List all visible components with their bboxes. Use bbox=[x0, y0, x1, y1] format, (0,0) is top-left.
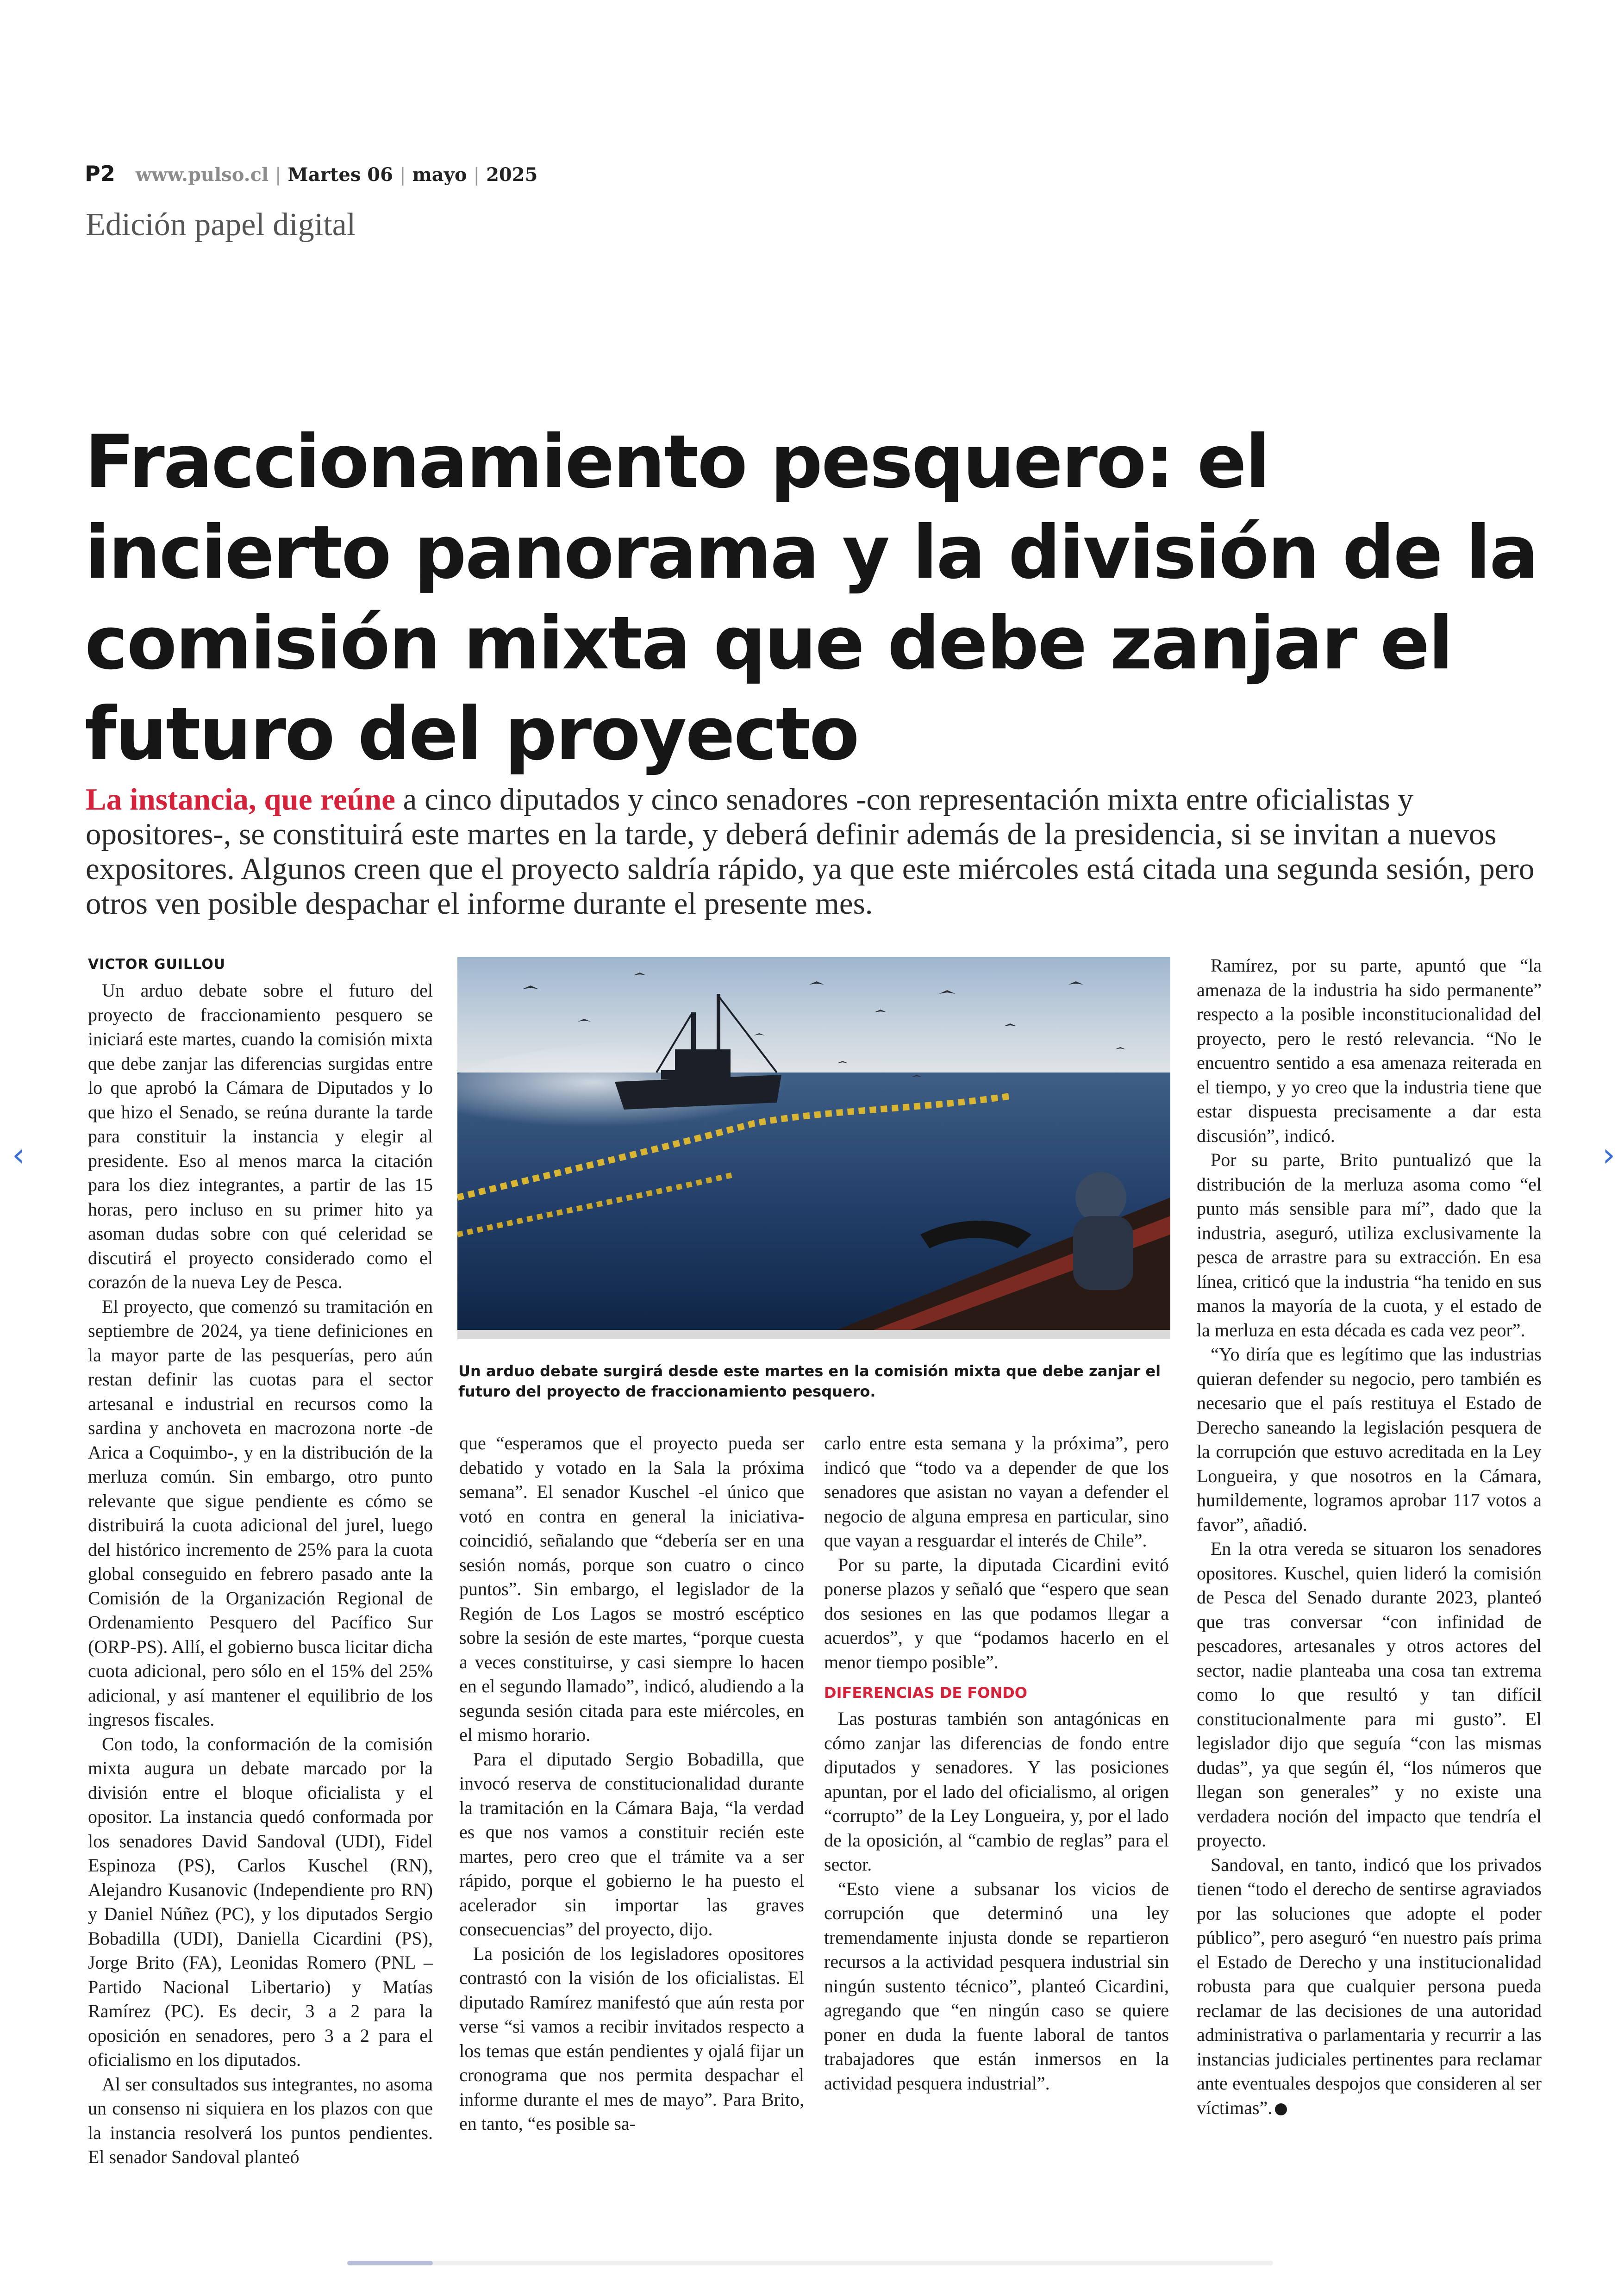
page-header bbox=[85, 161, 537, 189]
site-url[interactable]: www.pulso.cl bbox=[135, 164, 269, 186]
header-date-day: Martes 06 bbox=[287, 164, 393, 186]
byline: VICTOR GUILLOU bbox=[88, 956, 226, 973]
article-headline: Fraccionamiento pesquero: el incierto panorama y la división de la comisión mixta que debe zanjar el futuro del proyecto bbox=[85, 419, 1537, 777]
article-column-1 bbox=[88, 954, 433, 2170]
article-column-2 bbox=[459, 1431, 804, 2136]
paragraph: “Yo diría que es legítimo que las industrias quieran defender su negocio, pero también es necesario que el país restituya el Estado de Derecho saneando la legislación pesquera de la corrupción que estuvo acreditada en la Ley Longueira, y que nosotros en la Cámara, humildemente, logramos aprobar 117 votos a favor”, añadió. bbox=[1197, 1344, 1542, 1535]
paragraph: Al ser consultados sus integrantes, no asoma un consenso ni siquiera en los plazos con que la instancia resolverá los puntos pendientes. El senador Sandoval planteó bbox=[88, 2073, 433, 2167]
article-photo bbox=[457, 957, 1170, 1330]
article-deck bbox=[86, 782, 1549, 921]
paragraph: Con todo, la conformación de la comisión mixta augura un debate marcado por la división entre el bloque oficialista y el opositor. La instancia quedó conformada por los senadores David Sandoval (UDI), Fidel Espinoza (PS), Carlos Kuschel (RN), Alejandro Kusanovic (Independiente pro RN) y Daniel Núñez (PC), y los diputados Sergio Bobadilla (UDI), Daniella Cicardini (PS), Jorge Brito (FA), Leonidas Romero (PNL – Partido Nacional Libertario) y Matías Ramírez (PC). Es decir, 3 a 2 para la oposición en senadores, pero 3 a 2 para el oficialismo en los diputados. bbox=[88, 1733, 433, 2070]
section-subhead: DIFERENCIAS DE FONDO bbox=[824, 1684, 1027, 1702]
paragraph: “Esto viene a subsanar los vicios de corrupción que determinó una ley tremendamente injusta donde se repartieron recursos a la actividad pesquera industrial sin ningún sustento técnico”, planteó Cicardini, agregando que “en ningún caso se quiere poner en duda la fuente laboral de tantos trabajadores que están inmersos en la actividad pesquera industrial”. bbox=[824, 1878, 1169, 2094]
header-date-year: 2025 bbox=[486, 164, 538, 186]
paragraph: Por su parte, Brito puntualizó que la distribución de la merluza asoma como “el punto más sensible para mí”, dado que la industria, aseguró, utiliza exclusivamente la pesca de arrastre para su extracción. En esa línea, criticó que la industria “ha tenido en sus manos la mayoría de la cuota, y el estado de la merluza en esta década es cada vez peor”. bbox=[1197, 1149, 1542, 1341]
header-separator: | bbox=[275, 164, 281, 186]
photo-caption: Un arduo debate surgirá desde este martes en la comisión mixta que debe zanjar el futuro del proyecto de fraccionamiento pesquero. bbox=[458, 1362, 1161, 1400]
previous-page-button[interactable]: ‹ bbox=[12, 1136, 25, 1174]
deck-lead: La instancia, que reúne bbox=[86, 782, 395, 817]
fishing-boat-photo bbox=[457, 957, 1170, 1330]
next-page-button[interactable]: › bbox=[1602, 1136, 1615, 1174]
paragraph: Ramírez, por su parte, apuntó que “la amenaza de la industria ha sido permanente” respecto a la posible inconstitucionalidad del proyecto, pero le restó relevancia. “No le encuentro sentido a esa amenaza reiterada en el tiempo, y yo creo que la industria tiene que estar dispuesta precisamente a dar esta discusión”, indicó. bbox=[1197, 955, 1542, 1146]
paragraph: Un arduo debate sobre el futuro del proyecto de fraccionamiento pesquero se iniciará este martes, cuando la comisión mixta que debe zanjar las diferencias surgidas entre lo que aprobó la Cámara de Diputados y lo que hizo el Senado, se reúna durante la tarde para constituir la instancia y elegir al presidente. Eso al menos marca la citación para los diez integrantes, a partir de las 15 horas, pero incluso en su primer hito ya asoman dudas sobre con qué celeridad se discutirá el proyecto considerado como el corazón de la nueva Ley de Pesca. bbox=[88, 980, 433, 1292]
paragraph: Las posturas también son antagónicas en cómo zanjar las diferencias de fondo entre diputados y senadores. Y las posiciones apuntan, por el lado del oficialismo, al origen “corrupto” de la Ley Longueira, y, por el lado de la oposición, al “cambio de reglas” para el sector. bbox=[824, 1708, 1169, 1875]
article-column-4 bbox=[1197, 954, 1542, 2120]
header-date-month: mayo bbox=[412, 164, 467, 186]
photo-bottom-border bbox=[457, 1330, 1170, 1339]
final-text: Sandoval, en tanto, indicó que los privados tienen “todo el derecho de sentirse agraviados por las soluciones que adopte el poder público”, pero aseguró “en nuestro país prima el Estado de Derecho y una institucionalidad robusta para que cualquier persona pueda reclamar de las decisiones de una autoridad administrativa o parlamentaria y recurrir a las instancias judiciales pertinentes para reclamar ante eventuales despojos que consideren al ser víctimas”. bbox=[1197, 1854, 1542, 2118]
paragraph: que “esperamos que el proyecto pueda ser debatido y votado en la Sala la próxima semana”. El senador Kuschel -el único que votó en contra en general la iniciativa- coincidió, señalando que “debería ser en una sesión nomás, porque son cuatro o cinco puntos”. Sin embargo, el legislador de la Región de Los Lagos se mostró escéptico sobre la sesión de este martes, “porque cuesta a veces constituirse, y casi siempre lo hacen en el segundo llamado”, indicó, aludiendo a la segunda sesión citada para este miércoles, en el mismo horario. bbox=[459, 1433, 804, 1745]
paragraph: Por su parte, la diputada Cicardini evitó ponerse plazos y señaló que “espero que sean dos sesiones en las que podamos llegar a acuerdos”, y que “podamos hacerlo en el menor tiempo posible”. bbox=[824, 1554, 1169, 1672]
deck-text: a cinco diputados y cinco senadores -con representación mixta entre oficialistas y opositores-, se constituirá este martes en la tarde, y deberá definir además de la presidencia, si se invitan a nuevos expositores. Algunos creen que el proyecto saldría rápido, ya que este miércoles está citada una segunda sesión, pero otros ven posible despachar el informe durante el presente mes. bbox=[86, 782, 1535, 921]
article-column-3 bbox=[824, 1431, 1169, 2095]
end-mark-icon bbox=[1275, 2103, 1287, 2115]
paragraph-final bbox=[1197, 1853, 1542, 2120]
paragraph: El proyecto, que comenzó su tramitación en septiembre de 2024, ya tiene definiciones en la mayor parte de las pesquerías, pero aún restan definir las cuotas para el sector artesanal e industrial en recursos como la sardina y anchoveta en macrozona norte -de Arica a Coquimbo-, y en la distribución de la merluza común. Sin embargo, otro punto relevante que sigue pendiente es cómo se distribuirá la cuota adicional del jurel, luego del histórico incremento de 25% para la cuota global conseguido en febrero pasado ante la Comisión de la Organización Regional de Ordenamiento Pesquero del Pacífico Sur (ORP-PS). Allí, el gobierno busca licitar dicha cuota adicional, pero sólo en el 15% del 25% adicional, y así mantener el equilibrio de los ingresos fiscales. bbox=[88, 1296, 433, 1730]
header-separator: | bbox=[399, 164, 406, 186]
page-number: P2 bbox=[85, 161, 115, 186]
scrollbar-thumb[interactable] bbox=[347, 2261, 433, 2265]
paragraph: En la otra vereda se situaron los senadores opositores. Kuschel, quien lideró la comisión de Pesca del Senado durante 2023, planteó que tras conversar “con infinidad de pescadores, artesanales y otros actores del sector, nadie planteaba una cosa tan extrema como lo que resultó y tan difícil constitucionalmente para mi gusto”. El legislador dijo que seguía “con las mismas dudas”, ya que según él, “los números que llegan son generales” y no existe una verdadera noción del impacto que tendría el proyecto. bbox=[1197, 1538, 1542, 1851]
edition-label: Edición papel digital bbox=[86, 207, 356, 243]
paragraph: carlo entre esta semana y la próxima”, pero indicó que “todo va a depender de que los senadores que asistan no vayan a defender el negocio de alguna empresa en particular, sino que vayan a resguardar el interés de Chile”. bbox=[824, 1433, 1169, 1551]
paragraph: Para el diputado Sergio Bobadilla, que invocó reserva de constitucionalidad durante la tramitación en la Cámara Baja, “la verdad es que nos vamos a constituir recién este martes, pero creo que el trámite va a ser rápido, porque el gobierno le ha puesto el acelerador sin importar las graves consecuencias” del proyecto, dijo. bbox=[459, 1748, 804, 1940]
scrollbar-track[interactable] bbox=[347, 2261, 1273, 2265]
header-separator: | bbox=[473, 164, 480, 186]
paragraph: La posición de los legisladores opositores contrastó con la visión de los oficialistas. El diputado Ramírez manifestó que aún resta por verse “si vamos a recibir invitados respecto a los temas que están pendientes y ojalá fijar un cronograma que nos permita despachar el informe durante el mes de mayo”. Para Brito, en tanto, “es posible sa- bbox=[459, 1943, 804, 2134]
